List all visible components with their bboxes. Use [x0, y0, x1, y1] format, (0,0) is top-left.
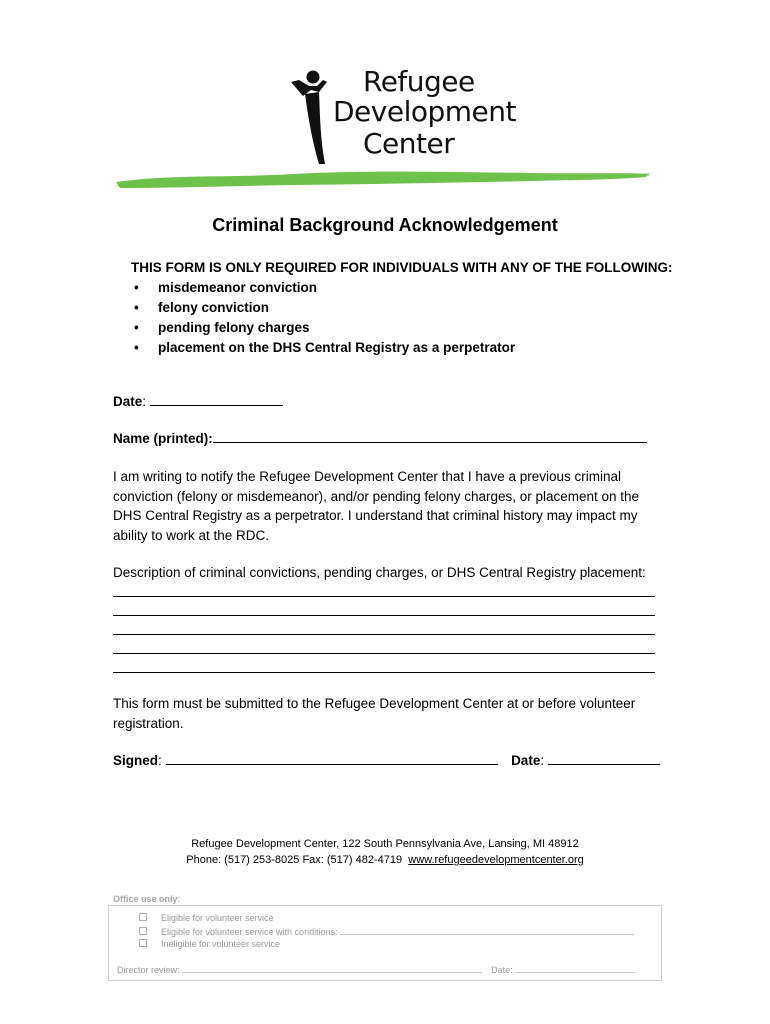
signed-colon: : [158, 753, 166, 768]
footer-contact: Phone: (517) 253-8025 Fax: (517) 482-4719 [186, 854, 403, 866]
requirement-item: • felony conviction [131, 298, 515, 318]
office-date-label: Date: [491, 965, 513, 975]
office-use-label: Office use only: [113, 894, 181, 904]
description-label: Description of criminal convictions, pending charges, or DHS Central Registry placement: [113, 565, 646, 580]
footer [0, 836, 770, 868]
green-brush-stroke [112, 168, 652, 192]
requirement-item: • misdemeanor conviction [131, 278, 515, 298]
signed-label: Signed [113, 753, 159, 768]
logo-line-refugee: Refugee [363, 65, 475, 98]
office-option-ineligible [139, 939, 280, 949]
requirement-heading: THIS FORM IS ONLY REQUIRED FOR INDIVIDUALS WITH ANY OF THE FOLLOWING: [131, 260, 673, 275]
description-line[interactable] [113, 672, 655, 673]
office-option-label: Ineligible for volunteer service [161, 939, 281, 949]
rdc-logo [285, 62, 516, 167]
statement-paragraph: I am writing to notify the Refugee Development Center that I have a previous criminal conviction (felony or misdemeanor), and/or pending felony charges, or placement on the DHS Central Registry as a perpetrator. I understand that criminal history may impact my ability to work at the RDC. [113, 469, 640, 543]
logo-line-center: Center [363, 127, 455, 160]
name-label: Name (printed): [113, 431, 213, 446]
requirement-item: • pending felony charges [131, 318, 515, 338]
office-date-blank[interactable] [515, 964, 635, 973]
form-title: Criminal Background Acknowledgement [212, 215, 558, 235]
signature-blank[interactable] [166, 752, 498, 765]
conditions-blank[interactable] [340, 926, 634, 935]
director-review-row [117, 964, 635, 975]
description-line[interactable] [113, 615, 655, 616]
office-option-label: Eligible for volunteer service [161, 913, 274, 923]
name-blank[interactable] [213, 430, 647, 443]
signature-date-label: Date [511, 753, 541, 768]
office-option-conditional [139, 926, 634, 937]
signature-date-blank[interactable] [548, 752, 660, 765]
footer-contact-row [0, 852, 770, 868]
logo-line-development: Development [333, 95, 516, 128]
date-colon: : [142, 394, 150, 409]
description-line[interactable] [113, 653, 655, 654]
office-checkbox[interactable] [139, 927, 147, 935]
office-use-box [108, 905, 662, 981]
signature-row [113, 752, 660, 768]
requirement-item: • placement on the DHS Central Registry as a perpetrator [131, 338, 515, 358]
office-checkbox[interactable] [139, 939, 147, 947]
requirement-list [131, 278, 515, 358]
description-line[interactable] [113, 634, 655, 635]
office-option-label: Eligible for volunteer service with conditions: [161, 927, 338, 937]
submission-note: This form must be submitted to the Refugee Development Center at or before volunteer registration. [113, 696, 636, 731]
person-figure-icon [289, 68, 331, 164]
name-field-row [113, 430, 647, 446]
footer-website-link[interactable]: www.refugeedevelopmentcenter.org [408, 854, 584, 866]
signature-date-colon: : [540, 753, 548, 768]
office-option-eligible [139, 913, 274, 923]
date-label: Date [113, 394, 143, 409]
description-line[interactable] [113, 596, 655, 597]
footer-address: Refugee Development Center, 122 South Pennsylvania Ave, Lansing, MI 48912 [191, 838, 579, 850]
date-field-row [113, 393, 283, 409]
date-blank[interactable] [150, 393, 283, 406]
director-review-blank[interactable] [182, 964, 482, 973]
director-review-label: Director review: [117, 965, 180, 975]
office-checkbox[interactable] [139, 913, 147, 921]
